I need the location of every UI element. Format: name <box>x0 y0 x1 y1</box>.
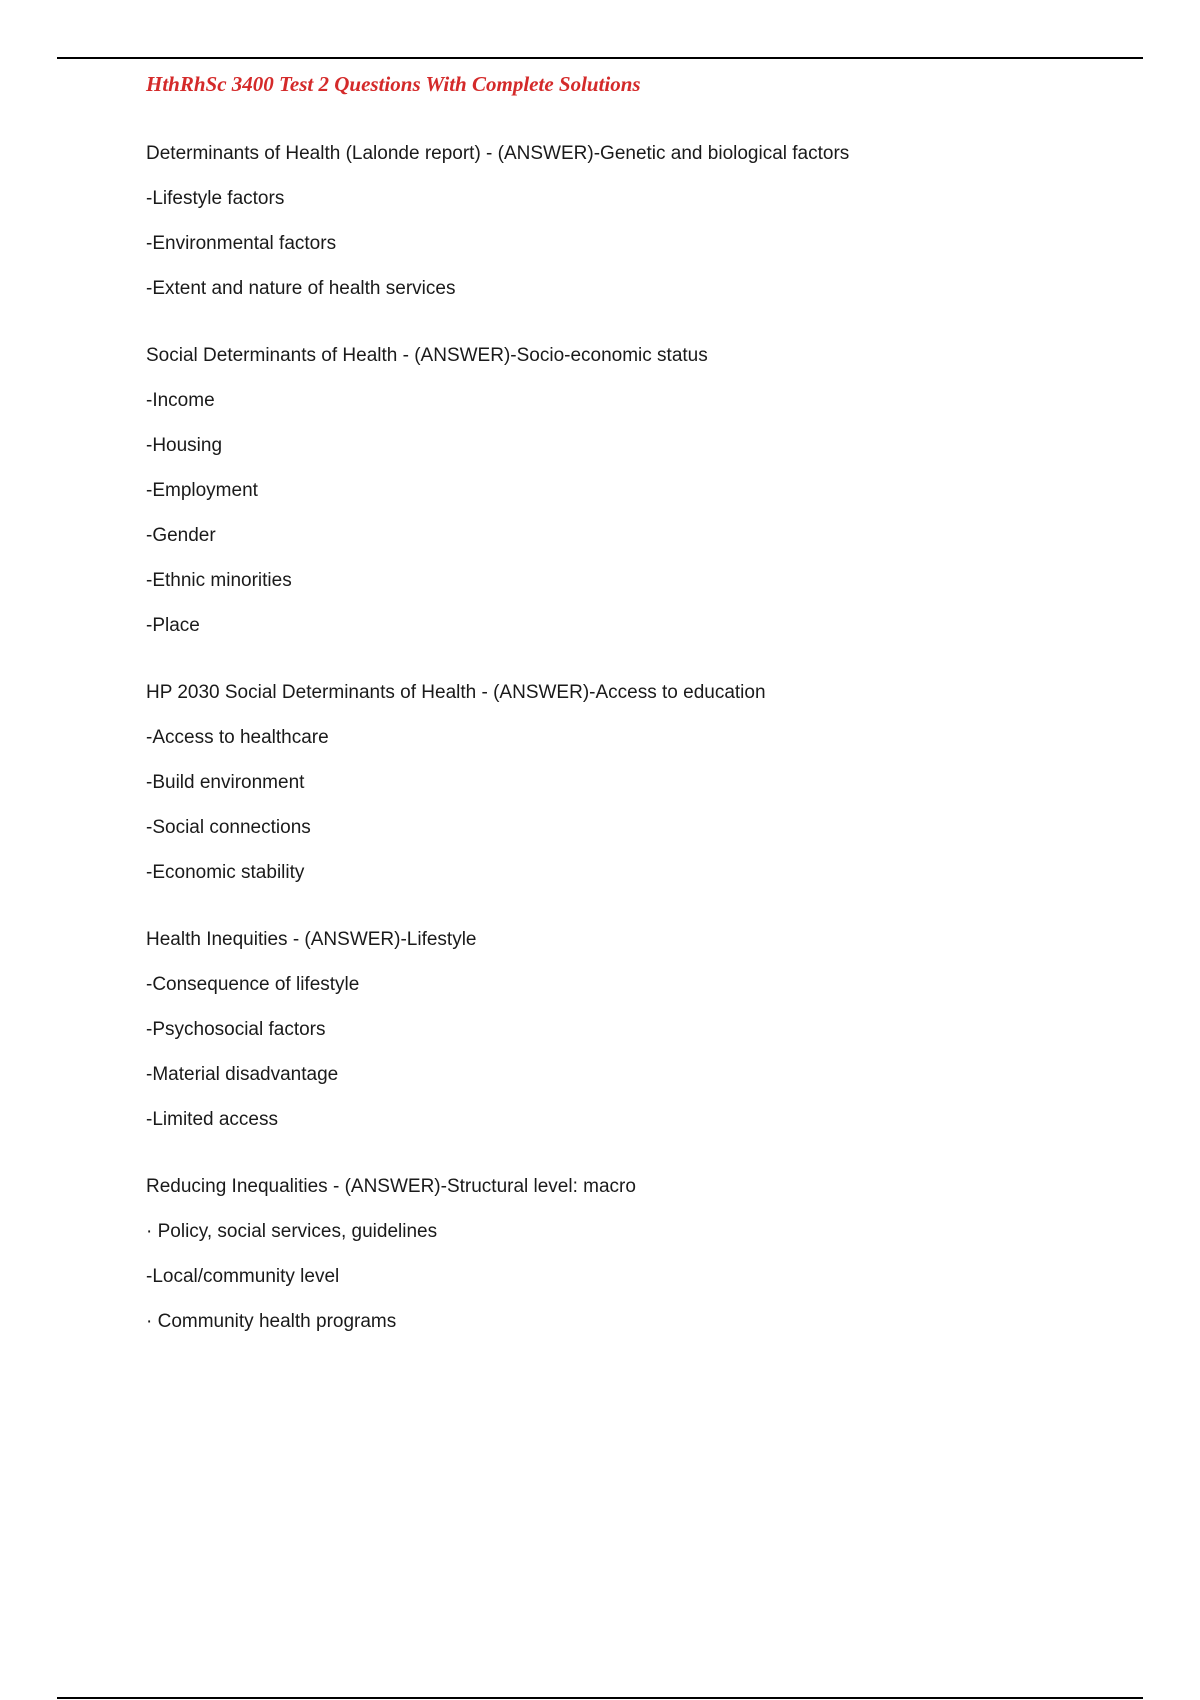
answer-line: -Local/community level <box>146 1266 340 1287</box>
answer-line: -Employment <box>146 480 258 501</box>
question-line: Reducing Inequalities - (ANSWER)-Structural level: macro <box>146 1176 636 1197</box>
qa-block-social-determinants <box>146 344 1146 637</box>
answer-line: -Social connections <box>146 817 311 838</box>
qa-block-health-inequities <box>146 928 1146 1131</box>
question-line: Determinants of Health (Lalonde report) - (ANSWER)-Genetic and biological factors <box>146 143 850 164</box>
top-rule <box>57 57 1143 59</box>
qa-block-determinants-of-health <box>146 142 1146 300</box>
answer-line: · Community health programs <box>146 1311 397 1332</box>
document-body <box>146 70 1146 1377</box>
answer-line: -Material disadvantage <box>146 1064 339 1085</box>
answer-line: -Environmental factors <box>146 233 337 254</box>
document-title: HthRhSc 3400 Test 2 Questions With Complete Solutions <box>146 72 641 96</box>
bottom-rule <box>57 1697 1143 1699</box>
answer-line: -Housing <box>146 435 223 456</box>
answer-line: -Psychosocial factors <box>146 1019 326 1040</box>
answer-line: -Lifestyle factors <box>146 188 285 209</box>
answer-line: -Income <box>146 390 215 411</box>
answer-line: -Build environment <box>146 772 305 793</box>
answer-line: -Place <box>146 615 200 636</box>
answer-line: -Access to healthcare <box>146 727 329 748</box>
question-line: HP 2030 Social Determinants of Health - (ANSWER)-Access to education <box>146 682 766 703</box>
answer-line: -Limited access <box>146 1109 278 1130</box>
answer-line: -Ethnic minorities <box>146 570 292 591</box>
answer-line: -Consequence of lifestyle <box>146 974 360 995</box>
qa-block-hp2030 <box>146 681 1146 884</box>
question-line: Health Inequities - (ANSWER)-Lifestyle <box>146 929 477 950</box>
question-line: Social Determinants of Health - (ANSWER)-Socio-economic status <box>146 345 708 366</box>
qa-block-reducing-inequalities <box>146 1175 1146 1333</box>
answer-line: -Gender <box>146 525 216 546</box>
answer-line: -Extent and nature of health services <box>146 278 456 299</box>
answer-line: · Policy, social services, guidelines <box>146 1221 438 1242</box>
answer-line: -Economic stability <box>146 862 305 883</box>
